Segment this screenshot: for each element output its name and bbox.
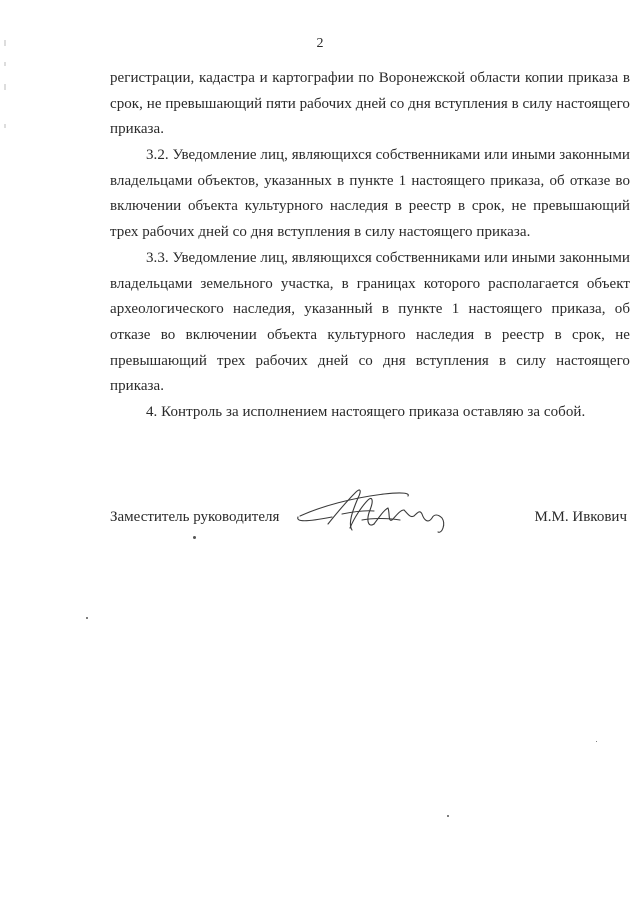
signatory-title: Заместитель руководителя <box>110 509 280 525</box>
paragraph-3-2: 3.2. Уведомление лиц, являющихся собственниками или иными законными владельцами объектов, указанных в пункте 1 настоящего приказа, об отказе во включении объекта культурного наследия в реестр в срок, не превышающий трех рабочих дней со дня вступления в силу настоящего приказа. <box>110 147 630 241</box>
paragraph-continuation: регистрации, кадастра и картографии по Воронежской области копии приказа в срок, не превышающий пяти рабочих дней со дня вступления в силу настоящего приказа. <box>110 70 630 138</box>
scan-speck <box>193 536 196 539</box>
scan-speck <box>86 617 88 619</box>
scan-edge-marks <box>4 40 7 140</box>
scan-speck <box>596 741 597 742</box>
page-number: 2 <box>316 36 324 51</box>
paragraph-4: 4. Контроль за исполнением настоящего приказа оставляю за собой. <box>146 404 586 421</box>
paragraph-3-3: 3.3. Уведомление лиц, являющихся собственниками или иными законными владельцами земельного участка, в границах которого располагается объект археологического наследия, указанный в пункте 1 настоящего приказа, об отказе во включении объекта культурного наследия в реестр в срок, не превышающий трех рабочих дней со дня вступления в силу настоящего приказа. <box>110 250 630 395</box>
signatory-name: М.М. Ивкович <box>534 509 627 525</box>
scan-speck <box>447 815 449 817</box>
handwritten-signature-icon <box>292 484 462 544</box>
document-body <box>110 66 630 426</box>
